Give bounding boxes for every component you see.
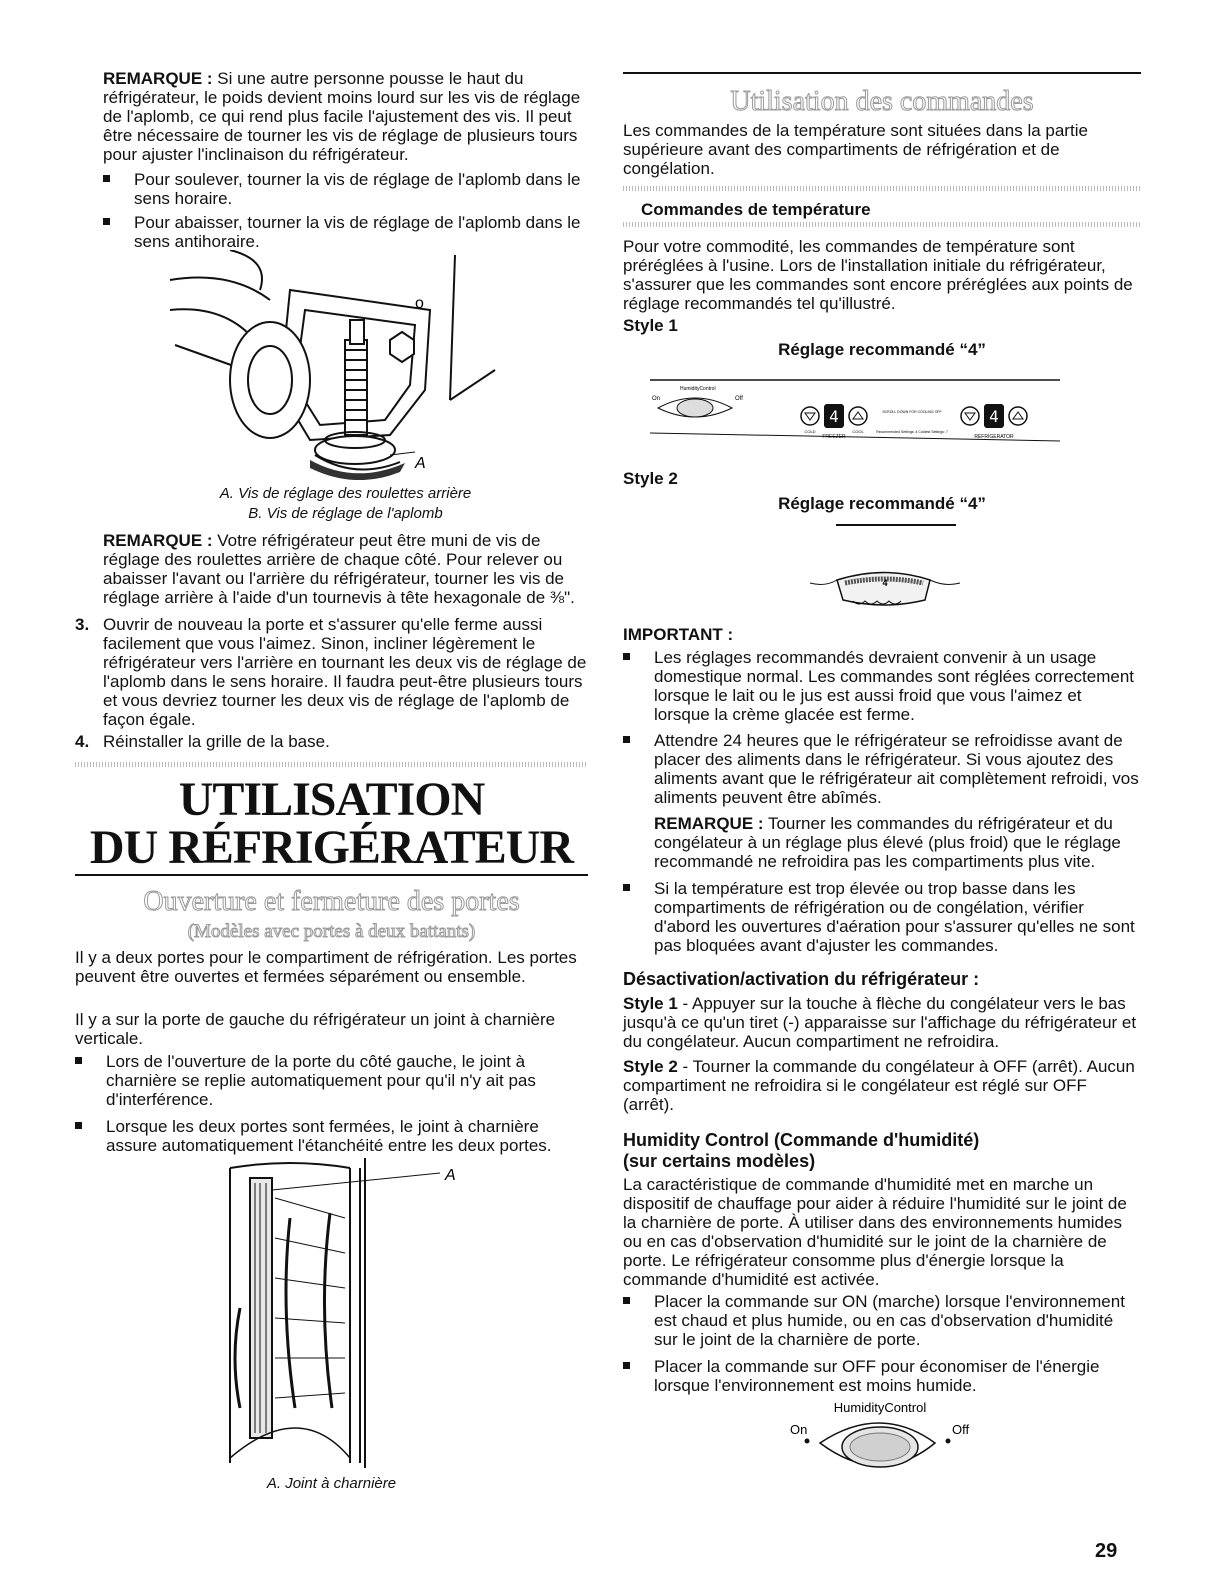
humidity-bullet-on: [623, 1292, 1141, 1349]
note-text: Si une autre personne pousse le haut du réfrigérateur, le poids devient moins lourd sur les vis de réglage de l'aplomb, ce qui rend plus facile l'ajustement des vis. Il peut être nécessaire de tourner les vis de réglage de plusieurs tours pour ajuster l'inclinaison du réfrigérateur.: [103, 69, 581, 164]
humidity-fig-on: On: [790, 1422, 808, 1437]
note-rear-rollers: [103, 531, 588, 607]
door-hinge-seal-illustration: [200, 1158, 470, 1468]
bullet-text: Placer la commande sur OFF pour économiser de l'énergie lorsque l'environnement est moins humide.: [654, 1357, 1100, 1395]
fig2-caption: A. Joint à charnière: [266, 1475, 397, 1492]
heading-humidity-models: (sur certains modèles): [623, 1151, 816, 1171]
freezer-label: FREEZER: [822, 434, 846, 440]
subtitle-temperature-controls: Commandes de température: [641, 200, 871, 219]
style-text: - Tourner la commande du congélateur à OFF (arrêt). Aucun compartiment ne refroidira si le congélateur est réglé sur OFF (arrêt).: [623, 1057, 1135, 1114]
important-bullet-1: [623, 648, 1141, 724]
step-3: [75, 615, 588, 729]
bullet-square-icon: [623, 736, 630, 743]
bullet-text: Si la température est trop élevée ou trop basse dans les compartiments de réfrigération ou de congélation, vérifier d'abord les ouvertures d'aération pour s'assurer qu'elles ne sont pas bloquées avant d'ajuster les commandes.: [654, 879, 1135, 955]
bullet-square-icon: [75, 1057, 82, 1064]
style-label: Style 1: [623, 994, 678, 1013]
bullet-lower: [103, 213, 588, 251]
heading-deactivation: Désactivation/activation du réfrigérateur :: [623, 969, 980, 989]
style1-recommended: Réglage recommandé “4”: [778, 340, 986, 359]
bullet-text: Les réglages recommandés devraient convenir à un usage domestique normal. Les commandes sont réglées correctement lorsque le lait ou le jus est aussi froid que vous l'aimez et lorsque la crème glacée est ferme.: [654, 648, 1135, 724]
refrigerator-controls: [961, 404, 1027, 440]
dial-digit: 4: [882, 578, 888, 588]
bullet-text: Pour abaisser, tourner la vis de réglage de l'aplomb dans le sens antihoraire.: [134, 213, 581, 251]
freezer-controls: [801, 404, 867, 440]
step-number: 4.: [75, 732, 90, 751]
divider: [623, 72, 1141, 74]
note-label: REMARQUE :: [103, 531, 213, 550]
bullet-square-icon: [103, 175, 110, 182]
style-text: - Appuyer sur la touche à flèche du congélateur vers le bas jusqu'à ce qu'un tiret (-) apparaisse sur l'affichage du réfrigérateur et du congélateur. Aucun compartiment ne refroidira.: [623, 994, 1137, 1051]
important-note: [654, 814, 1141, 871]
freezer-display: 4: [829, 407, 839, 426]
style1-label: Style 1: [623, 316, 678, 335]
note-text: Votre réfrigérateur peut être muni de vis de réglage des roulettes arrière de chaque côté. Pour relever ou abaisser l'avant ou l'arrière du réfrigérateur, tourner les vis de réglage arrière à l'aide d'un tournevis à tête hexagonale de ⅜".: [103, 531, 575, 607]
heading-humidity-control: Humidity Control (Commande d'humidité): [623, 1130, 980, 1150]
doors-paragraph-2: Il y a sur la porte de gauche du réfrigérateur un joint à charnière verticale.: [75, 1010, 556, 1048]
step-text: Ouvrir de nouveau la porte et s'assurer qu'elle ferme aussi facilement que vous l'aimez. Sinon, incliner légèrement le réfrigérateur vers l'arrière en tournant les deux vis de réglage de l'aplomb dans le sens horaire. Il faudra peut-être plusieurs tours et vous devriez tourner les deux vis de réglage de l'aplomb de façon égale.: [103, 615, 587, 729]
freezer-cold-label: COLD: [804, 429, 816, 434]
important-bullet-3: [623, 879, 1141, 955]
note-label: REMARQUE :: [103, 69, 213, 88]
humidity-paragraph: La caractéristique de commande d'humidité met en marche un dispositif de chauffage pour aider à réduire l'humidité sur le joint de la charnière de porte. À utiliser dans des environnements humides ou en cas d'observation d'humidité sur le joint de la charnière de porte. Le réfrigérateur consomme plus d'énergie lorsque la commande d'humidité est activée.: [623, 1175, 1127, 1289]
divider: [75, 762, 588, 767]
deactivation-style1: [623, 994, 1141, 1051]
controls-intro: Les commandes de la température sont situées dans la partie supérieure avant des compartiments de réfrigération et de congélation.: [623, 121, 1088, 178]
bullet-text: Lors de l'ouverture de la porte du côté gauche, le joint à charnière se replie automatiquement pour qu'il n'y ait pas d'interférence.: [106, 1052, 536, 1109]
fig2-label-a: A: [445, 1167, 456, 1184]
page-number: 29: [1095, 1540, 1118, 1562]
deactivation-style2: [623, 1057, 1141, 1114]
humidity-fig-off: Off: [952, 1422, 970, 1437]
section-title-doors: Ouverture et fermeture des portes: [143, 886, 520, 917]
bullet-raise: [103, 170, 588, 208]
style-label: Style 2: [623, 1057, 678, 1076]
section-subtitle-doors: (Modèles avec portes à deux battants): [187, 921, 476, 942]
bullet-square-icon: [623, 653, 630, 660]
step-text: Réinstaller la grille de la base.: [103, 732, 330, 751]
bullet-text: Pour soulever, tourner la vis de réglage de l'aplomb dans le sens horaire.: [134, 170, 581, 208]
panel-off-label: Off: [735, 396, 743, 402]
panel-scroll-note: SCROLL DOWN FOR COOLING OFF: [882, 410, 942, 414]
style1-control-panel: [650, 378, 1060, 458]
fig1-caption-b: B. Vis de réglage de l'aplomb: [248, 505, 443, 522]
bullet-text: Attendre 24 heures que le réfrigérateur se refroidisse avant de placer des aliments dans le réfrigérateur. Si vous ajoutez des aliments avant que le réfrigérateur ait complètement refroidi, vos aliments peuvent être abîmés.: [654, 731, 1139, 807]
bullet-text: Lorsque les deux portes sont fermées, le joint à charnière assure automatiquement l'étanchéité entre les deux portes.: [106, 1117, 552, 1155]
bullet-square-icon: [103, 218, 110, 225]
divider: [75, 874, 588, 876]
style2-recommended: Réglage recommandé “4”: [778, 494, 986, 513]
humidity-fig-title: HumidityControl: [833, 1400, 927, 1415]
divider: [623, 186, 1141, 191]
fig1-label-b: o: [415, 295, 424, 312]
style2-label: Style 2: [623, 469, 678, 488]
refrigerator-label: REFRIGERATOR: [974, 434, 1014, 440]
refrigerator-display: 4: [989, 407, 999, 426]
temperature-paragraph: Pour votre commodité, les commandes de température sont préréglées à l'usine. Lors de l'installation initiale du réfrigérateur, s'assurer que les commandes sont encore préréglées aux points de réglage recommandés tel qu'illustré.: [623, 237, 1133, 313]
section-title-controls: Utilisation des commandes: [730, 86, 1034, 117]
step-4: [75, 732, 588, 751]
panel-recommended-note: Recommended Settings: 4 Coldest Settings: 7: [876, 430, 948, 434]
big-title-line-1: UTILISATION: [178, 773, 485, 826]
style2-dial: [805, 565, 965, 615]
doors-paragraph-1: Il y a deux portes pour le compartiment de réfrigération. Les portes peuvent être ouvertes et fermées séparément ou ensemble.: [75, 948, 577, 986]
bullet-square-icon: [623, 1362, 630, 1369]
divider: [623, 222, 1141, 227]
leveling-screw-illustration: [160, 250, 520, 480]
step-number: 3.: [75, 615, 90, 634]
divider: [836, 524, 956, 526]
humidity-control-switch: [780, 1398, 980, 1488]
fig1-label-a: A: [415, 455, 426, 472]
bullet-text: Placer la commande sur ON (marche) lorsque l'environnement est chaud et plus humide, ou en cas d'observation d'humidité sur le joint de la charnière de porte.: [654, 1292, 1125, 1349]
bullet-both-doors: [75, 1117, 588, 1155]
note-text: Tourner les commandes du réfrigérateur et du congélateur à un réglage plus élevé (plus froid) que le réglage recommandé ne refroidira pas les compartiments plus vite.: [654, 814, 1121, 871]
panel-on-label: On: [652, 396, 661, 402]
bullet-square-icon: [75, 1122, 82, 1129]
important-label: IMPORTANT :: [623, 625, 734, 644]
fig1-caption-a: A. Vis de réglage des roulettes arrière: [219, 485, 472, 502]
note-leveling: [103, 69, 588, 164]
humidity-bullet-off: [623, 1357, 1141, 1395]
bullet-left-door: [75, 1052, 588, 1109]
panel-humidity-label: HumidityControl: [680, 386, 716, 392]
important-bullet-2: [623, 731, 1141, 807]
bullet-square-icon: [623, 884, 630, 891]
freezer-cool-label: COOL: [852, 429, 864, 434]
big-title-line-2: DU RÉFRIGÉRATEUR: [89, 821, 574, 874]
note-label: REMARQUE :: [654, 814, 764, 833]
bullet-square-icon: [623, 1297, 630, 1304]
